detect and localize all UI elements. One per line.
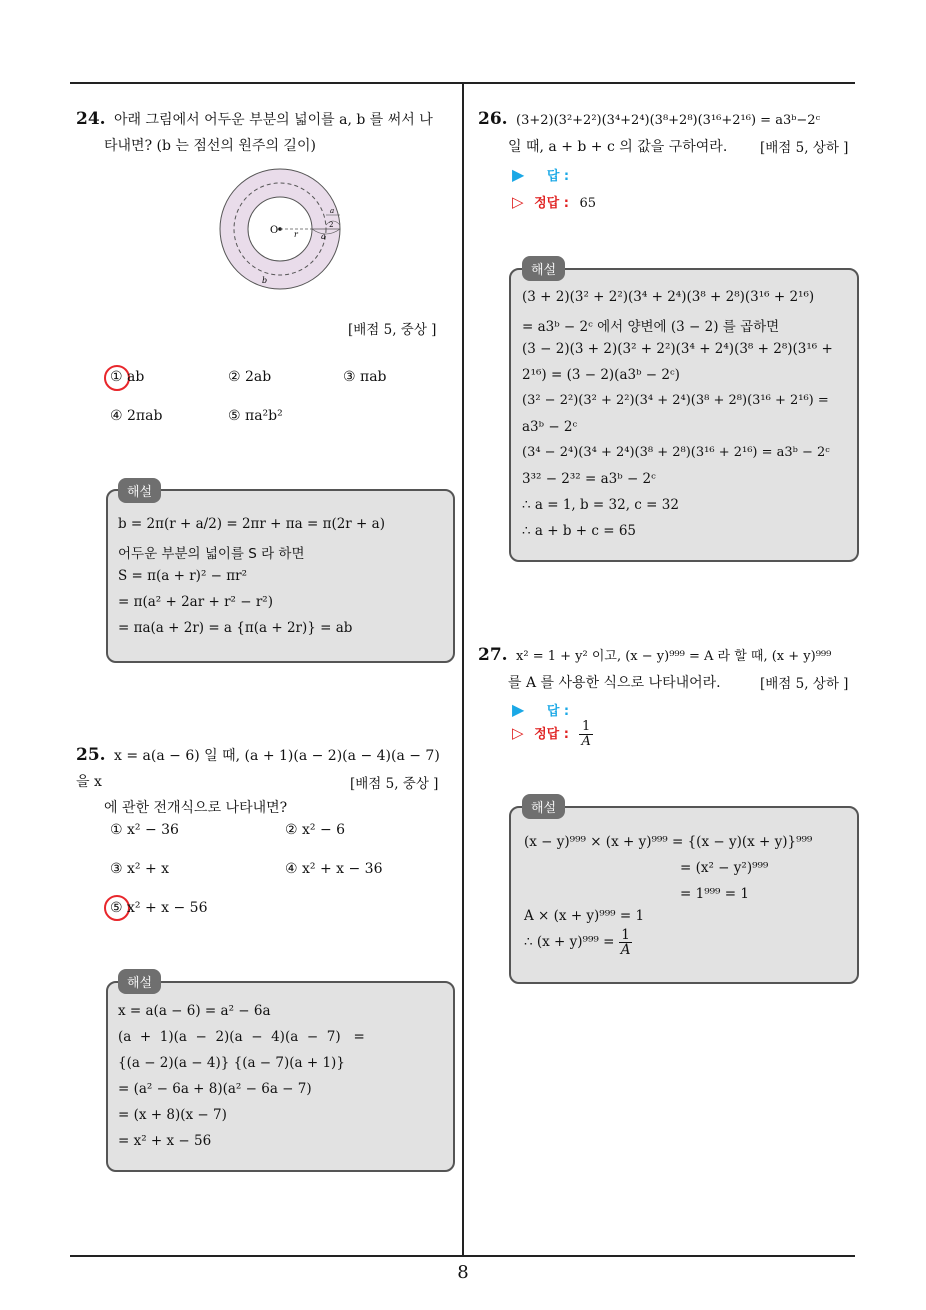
q24-question [76, 106, 456, 159]
q25-text-line1: x = a(a − 6) 일 때, (a + 1)(a − 2)(a − 4)(a − 7) 을 x [76, 748, 440, 790]
q24-choice-2[interactable]: ② 2ab [228, 369, 272, 385]
q25-text-line2: 에 관한 전개식으로 나타내면? [104, 800, 288, 816]
q26-text-line1: (3+2)(3²+2²)(3⁴+2⁴)(3⁸+2⁸)(3¹⁶+2¹⁶) = a3ᵇ−2ᶜ [516, 113, 821, 128]
q24-sol-line-5: = πa(a + 2r) = a {π(a + 2r)} = ab [118, 620, 353, 636]
q27-correct-row [512, 720, 593, 749]
play-triangle-icon: ▶ [512, 165, 525, 184]
outline-triangle-icon: ▷ [512, 193, 524, 211]
q27-sol-line-5-text: ∴ (x + y)⁹⁹⁹ = [524, 934, 615, 950]
q26-correct-row [512, 192, 596, 211]
q27-sol-line-3: = 1⁹⁹⁹ = 1 [680, 886, 749, 902]
q27-difficulty: [배점 5, 상하 ] [760, 676, 849, 692]
q27-sol-line-5 [524, 928, 632, 957]
q27-sol-line-1: (x − y)⁹⁹⁹ × (x + y)⁹⁹⁹ = {(x − y)(x + y)}⁹⁹⁹ [524, 834, 813, 850]
q26-solution-tag: 해설 [522, 256, 565, 281]
q27-answer-row[interactable] [512, 700, 569, 719]
fig-r-label: r [294, 230, 298, 239]
q27-text-line2: 를 A 를 사용한 식으로 나타내어라. [508, 675, 721, 691]
q26-sol-line-3: (3 − 2)(3 + 2)(3² + 2²)(3⁴ + 2⁴)(3⁸ + 2⁸)(3¹⁶ + [522, 341, 833, 357]
q27-correct-num: 1 [579, 720, 592, 735]
q24-choice-4[interactable]: ④ 2πab [110, 408, 163, 424]
q24-difficulty: [배점 5, 중상 ] [348, 322, 437, 338]
q26-solution-box [509, 268, 859, 562]
q25-sol-line-5: = (x + 8)(x − 7) [118, 1107, 227, 1123]
outline-triangle-icon: ▷ [512, 724, 524, 742]
q26-sol-line-5: (3² − 2²)(3² + 2²)(3⁴ + 2⁴)(3⁸ + 2⁸)(3¹⁶ + 2¹⁶) = [522, 393, 829, 408]
q24-choice-3[interactable]: ③ πab [343, 369, 387, 385]
q24-sol-line-2: 어두운 부분의 넓이를 S 라 하면 [118, 546, 305, 562]
q25-choice-5[interactable]: ⑤ x² + x − 56 [110, 900, 208, 916]
q24-text-line2: 타내면? (b 는 점선의 원주의 길이) [104, 138, 316, 154]
q27-answer-label: 답 : [546, 704, 570, 719]
q27-sol-fraction [619, 928, 633, 957]
q27-sol-line-2: = (x² − y²)⁹⁹⁹ [680, 860, 769, 876]
q24-sol-line-3: S = π(a + r)² − πr² [118, 568, 247, 584]
q24-solution-tag: 해설 [118, 478, 161, 503]
q26-correct-value: 65 [579, 196, 596, 211]
bottom-rule [70, 1255, 855, 1257]
q26-correct-label: 정답 : [534, 196, 569, 211]
q24-concentric-circle-figure [212, 165, 352, 293]
q25-choice-4[interactable]: ④ x² + x − 36 [285, 861, 383, 877]
q25-sol-line-1: x = a(a − 6) = a² − 6a [118, 1003, 271, 1019]
q25-difficulty: [배점 5, 중상 ] [350, 776, 439, 792]
q27-sol-frac-den: A [620, 942, 631, 958]
q26-answer-label: 답 : [546, 169, 570, 184]
column-divider [462, 82, 464, 1257]
fig-b-label: b [262, 276, 268, 285]
q26-sol-line-8: 3³² − 2³² = a3ᵇ − 2ᶜ [522, 471, 656, 487]
q24-sol-line-4: = π(a² + 2ar + r² − r²) [118, 594, 273, 610]
q24-text-line1: 아래 그림에서 어두운 부분의 넓이를 a, b 를 써서 나 [114, 112, 433, 128]
q25-sol-line-3: {(a − 2)(a − 4)} {(a − 7)(a + 1)} [118, 1055, 345, 1071]
page-number: 8 [457, 1262, 469, 1283]
q26-sol-line-1: (3 + 2)(3² + 2²)(3⁴ + 2⁴)(3⁸ + 2⁸)(3¹⁶ + 2¹⁶) [522, 289, 815, 305]
fig-center-label: O [270, 225, 279, 236]
q26-difficulty: [배점 5, 상하 ] [760, 140, 849, 156]
q27-number: 27. [478, 645, 508, 665]
q27-correct-fraction [579, 720, 592, 749]
q25-choice-1[interactable]: ① x² − 36 [110, 822, 179, 838]
q24-number: 24. [76, 109, 106, 129]
q26-number: 26. [478, 109, 508, 129]
q27-correct-label: 정답 : [534, 727, 569, 742]
q25-solution-tag: 해설 [118, 969, 161, 994]
q26-sol-line-7: (3⁴ − 2⁴)(3⁴ + 2⁴)(3⁸ + 2⁸)(3¹⁶ + 2¹⁶) = a3ᵇ − 2ᶜ [522, 445, 830, 460]
q24-choice-5[interactable]: ⑤ πa²b² [228, 408, 283, 424]
q26-sol-line-4: 2¹⁶) = (3 − 2)(a3ᵇ − 2ᶜ) [522, 367, 680, 383]
q27-sol-frac-num: 1 [619, 928, 633, 943]
q26-text-line2: 일 때, a + b + c 의 값을 구하여라. [508, 139, 728, 155]
q26-sol-line-9: ∴ a = 1, b = 32, c = 32 [522, 497, 679, 513]
fig-a-label: a [321, 232, 326, 241]
q25-number: 25. [76, 745, 106, 765]
q26-sol-line-10: ∴ a + b + c = 65 [522, 523, 636, 539]
q27-solution-tag: 해설 [522, 794, 565, 819]
svg-text:a: a [330, 207, 335, 215]
q24-choice-1[interactable]: ① ab [110, 369, 145, 385]
q27-sol-line-4: A × (x + y)⁹⁹⁹ = 1 [524, 908, 645, 924]
q25-sol-line-4: = (a² − 6a + 8)(a² − 6a − 7) [118, 1081, 312, 1097]
q26-sol-line-6: a3ᵇ − 2ᶜ [522, 419, 578, 435]
q24-sol-line-1: b = 2π(r + a/2) = 2πr + πa = π(2r + a) [118, 516, 385, 532]
q26-answer-row[interactable] [512, 165, 569, 184]
svg-text:2: 2 [329, 221, 334, 229]
q27-correct-den: A [581, 734, 591, 749]
q25-choice-2[interactable]: ② x² − 6 [285, 822, 346, 838]
play-triangle-icon: ▶ [512, 700, 525, 719]
q27-text-line1: x² = 1 + y² 이고, (x − y)⁹⁹⁹ = A 라 할 때, (x + y)⁹⁹⁹ [516, 649, 832, 664]
q25-sol-line-6: = x² + x − 56 [118, 1133, 212, 1149]
q26-sol-line-2: = a3ᵇ − 2ᶜ 에서 양변에 (3 − 2) 를 곱하면 [522, 319, 780, 335]
q25-sol-line-2: (a + 1)(a − 2)(a − 4)(a − 7) = [118, 1029, 365, 1045]
q25-choice-3[interactable]: ③ x² + x [110, 861, 170, 877]
